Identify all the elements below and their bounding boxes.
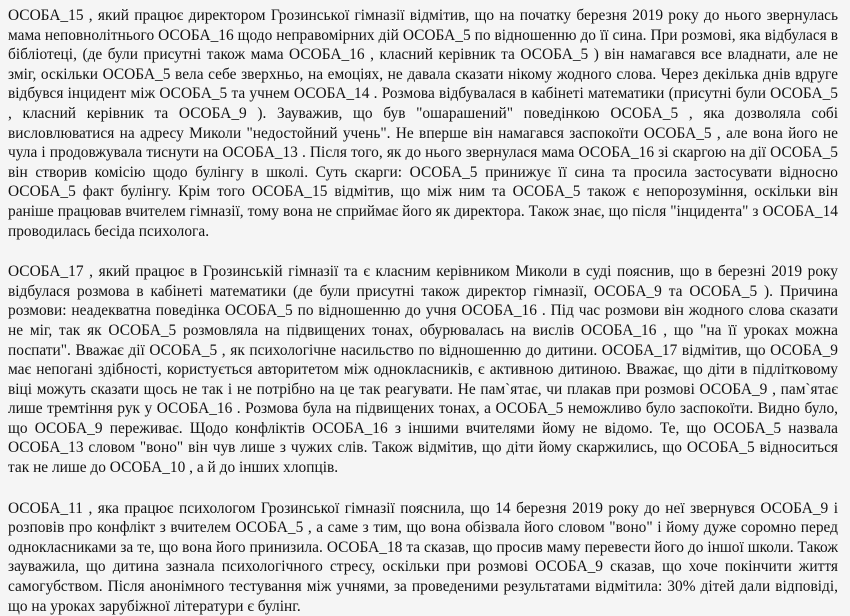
paragraph-director-testimony: ОСОБА_15 , який працює директором Грозинської гімназії відмітив, що на початку березня 2019 року до нього звернулась мама неповнолітнього ОСОБА_16 щодо неправомірних дій ОСОБА_5 по відношенню до її сина. При розмові, яка відбулася в бібліотеці, (де були присутні також мама ОСОБА_16 , класний керівник та ОСОБА_5 ) він намагався все владнати, але не зміг, оскільки ОСОБА_5 вела себе зверхньо, на емоціях, не давала сказати нікому жодного слова. Через декілька днів вдруге відбувся інцидент між ОСОБА_5 та учнем ОСОБА_14 . Розмова відбувалася в кабінеті математики (присутні були ОСОБА_5 , класний керівник та ОСОБА_9 ). Зауважив, що був "ошарашений" поведінкою ОСОБА_5 , яка дозволяла собі висловлюватися на адресу Миколи "недостойний учень". Не вперше він намагався заспокоїти ОСОБА_5 , але вона його не чула і продовжувала тиснути на ОСОБА_13 . Після того, як до нього звернулася мама ОСОБА_16 зі скаргою на дії ОСОБА_5 він створив комісію щодо булінгу в школі. Суть скарги: ОСОБА_5 принижує її сина та просила застосувати відносно ОСОБА_5 факт булінгу. Крім того ОСОБА_15 відмітив, що між ним та ОСОБА_5 також є непорозуміння, оскільки він раніше працював вчителем гімназії, тому вона не сприймає його як директора. Також знає, що після "інцидента" з ОСОБА_14 проводилась бесіда психолога.	[8, 7, 838, 240]
paragraph-class-teacher-testimony: ОСОБА_17 , який працює в Грозинській гімназії та є класним керівником Миколи в суді пояснив, що в березні 2019 року відбулася розмова в кабінеті математики (де були присутні також директор гімназії, ОСОБА_9 та ОСОБА_5 ). Причина розмови: неадекватна поведінка ОСОБА_5 по відношенню до учня ОСОБА_16 . Під час розмови він жодного слова сказати не міг, так як ОСОБА_5 розмовляла на підвищених тонах, обурювалась на вислів ОСОБА_16 , що "на її уроках можна поспати". Вважає дії ОСОБА_5 , як психологічне насильство по відношенню до дитини. ОСОБА_17 відмітив, що ОСОБА_9 має непогані здібності, користується авторитетом між однокласників, є активною дитиною. Вважає, що діти в підлітковому віці можуть сказати щось не так і не потрібно на це так реагувати. Не пам`ятає, чи плакав при розмові ОСОБА_9 , пам`ятає лише тремтіння рук у ОСОБА_16 . Розмова була на підвищених тонах, а ОСОБА_5 неможливо було заспокоїти. Видно було, що ОСОБА_9 переживає. Щодо конфліктів ОСОБА_16 з іншими вчителями йому не відомо. Те, що ОСОБА_5 назвала ОСОБА_13 словом "воно" він чув лише з чужих слів. Також відмітив, що діти йому скаржились, що ОСОБА_5 відноситься так не лише до ОСОБА_10 , а й до інших хлопців.	[8, 263, 838, 477]
paragraph-psychologist-testimony: ОСОБА_11 , яка працює психологом Грозинської гімназії пояснила, що 14 березня 2019 року до неї звернувся ОСОБА_9 і розповів про конфлікт з вчителем ОСОБА_5 , а саме з тим, що вона обізвала його словом "воно" і йому дуже соромно перед однокласниками за те, що вона його принизила. ОСОБА_18 та сказав, що просив маму перевести його до іншої школи. Також зауважила, що дитина зазнала психологічного стресу, оскільки при розмові ОСОБА_9 сказав, що хоче покінчити життя самогубством. Після анонімного тестування між учнями, за проведеними результатами відмітила: 30% дітей дали відповіді, що на уроках зарубіжної літератури є булінг.	[8, 499, 838, 615]
scrollbar[interactable]	[846, 0, 850, 470]
